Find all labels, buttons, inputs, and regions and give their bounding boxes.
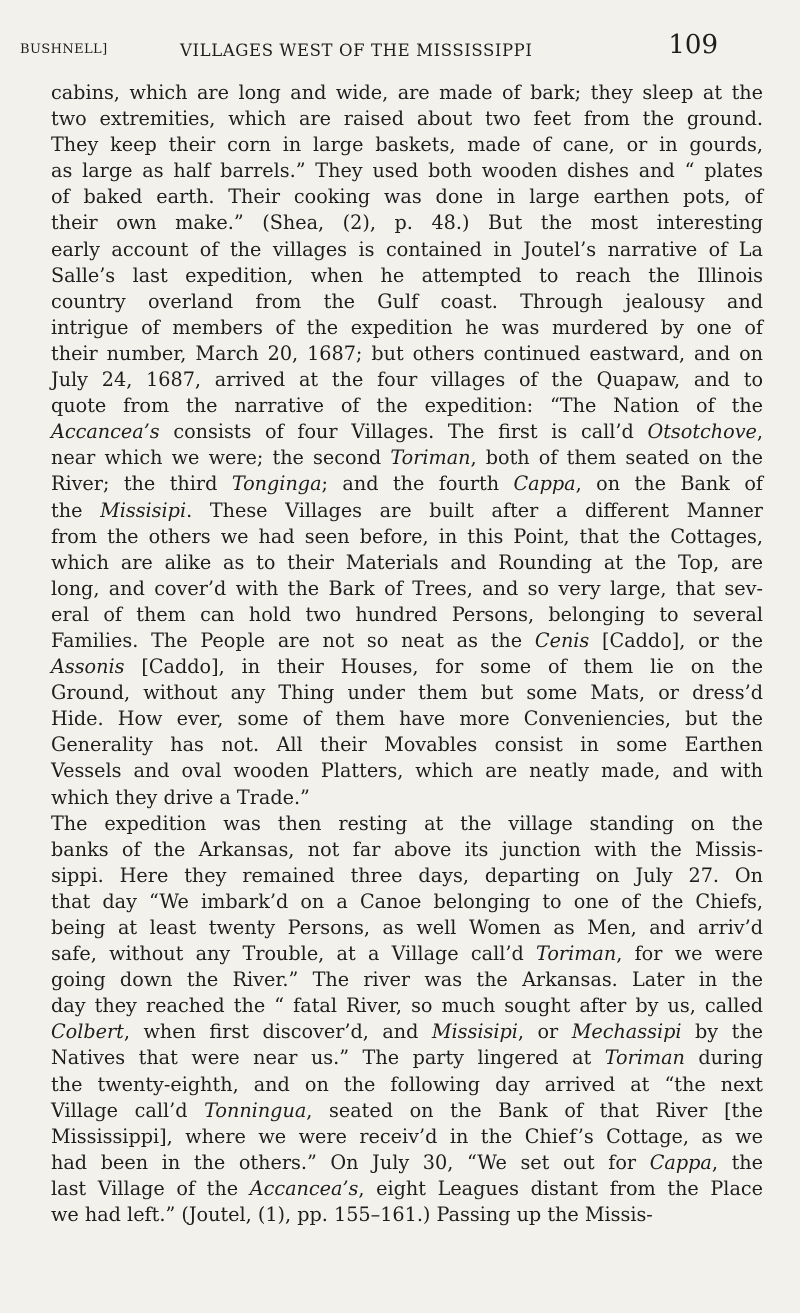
- text-line: two extremities, which are raised about two feet from the ground.: [51, 107, 763, 131]
- text-line: They keep their corn in large baskets, made of cane, or in gourds,: [51, 133, 763, 157]
- text-line: Colbert, when first discover’d, and Missisipi, or Mechassipi by the: [51, 1020, 763, 1044]
- text-line: intrigue of members of the expedition he was murdered by one of: [51, 315, 763, 339]
- text-line: country overland from the Gulf coast. Through jealousy and: [51, 289, 763, 313]
- text-line: The expedition was then resting at the village standing on the: [51, 811, 763, 835]
- text-line: which are alike as to their Materials and Rounding at the Top, are: [51, 550, 763, 574]
- text-line: cabins, which are long and wide, are made of bark; they sleep at the: [51, 81, 763, 104]
- body-text: [51, 80, 763, 1228]
- text-line: July 24, 1687, arrived at the four villages of the Quapaw, and to: [51, 368, 763, 392]
- text-line: Mississippi], where we were receiv’d in the Chief’s Cottage, as we: [51, 1124, 763, 1148]
- text-line: safe, without any Trouble, at a Village call’d Toriman, for we were: [51, 942, 764, 966]
- text-line: day they reached the “ fatal River, so much sought after by us, called: [51, 994, 763, 1018]
- text-line: going down the River.” The river was the Arkansas. Later in the: [51, 968, 763, 992]
- text-line: banks of the Arkansas, not far above its junction with the Missis-: [51, 837, 763, 861]
- text-line: the Missisipi. These Villages are built after a different Manner: [51, 498, 763, 522]
- text-line: Natives that were near us.” The party lingered at Toriman during: [51, 1046, 763, 1070]
- text-line: of baked earth. Their cooking was done in large earthen pots, of: [51, 185, 763, 209]
- text-line: the twenty-eighth, and on the following day arrived at “the next: [51, 1072, 763, 1096]
- page-number: 109: [668, 30, 718, 60]
- text-line: quote from the narrative of the expedition: “The Nation of the: [51, 394, 763, 418]
- text-line: we had left.” (Joutel, (1), pp. 155–161.) Passing up the Missis-: [51, 1203, 653, 1227]
- running-head-author: BUSHNELL]: [20, 42, 108, 57]
- running-header: [20, 30, 718, 66]
- text-line: which they drive a Trade.”: [51, 785, 310, 809]
- text-line: Hide. How ever, some of them have more Conveniencies, but the: [51, 707, 763, 731]
- text-line: Families. The People are not so neat as the Cenis [Caddo], or the: [51, 628, 763, 652]
- text-line: being at least twenty Persons, as well Women as Men, and arriv’d: [51, 916, 763, 939]
- text-line: near which we were; the second Toriman, both of them seated on the: [51, 446, 763, 470]
- text-line: that day “We imbark’d on a Canoe belonging to one of the Chiefs,: [51, 889, 763, 913]
- text-line: long, and cover’d with the Bark of Trees, and so very large, that sev-: [51, 576, 763, 600]
- text-line: Ground, without any Thing under them but some Mats, or dress’d: [51, 681, 763, 705]
- text-line: Salle’s last expedition, when he attempted to reach the Illinois: [51, 263, 763, 287]
- text-line: Assonis [Caddo], in their Houses, for some of them lie on the: [51, 655, 763, 679]
- text-line: sippi. Here they remained three days, departing on July 27. On: [51, 863, 763, 887]
- text-line: Generality has not. All their Movables consist in some Earthen: [51, 733, 763, 757]
- running-head-title: VILLAGES WEST OF THE MISSISSIPPI: [180, 41, 533, 60]
- text-line: eral of them can hold two hundred Persons, belonging to several: [51, 602, 763, 626]
- text-line: early account of the villages is contained in Joutel’s narrative of La: [51, 237, 763, 261]
- text-line: their number, March 20, 1687; but others continued eastward, and on: [51, 341, 763, 365]
- text-line: from the others we had seen before, in this Point, that the Cottages,: [51, 524, 763, 548]
- text-line: had been in the others.” On July 30, “We set out for Cappa, the: [51, 1150, 764, 1174]
- text-line: their own make.” (Shea, (2), p. 48.) But the most interesting: [51, 211, 763, 235]
- text-line: as large as half barrels.” They used both wooden dishes and “ plates: [51, 159, 763, 183]
- text-line: Village call’d Tonningua, seated on the Bank of that River [the: [51, 1098, 763, 1122]
- text-line: Accancea’s consists of four Villages. The first is call’d Otsotchove,: [51, 420, 763, 444]
- text-line: last Village of the Accancea’s, eight Leagues distant from the Place: [51, 1176, 763, 1200]
- text-line: Vessels and oval wooden Platters, which are neatly made, and with: [51, 759, 763, 783]
- text-line: River; the third Tonginga; and the fourth Cappa, on the Bank of: [51, 472, 763, 496]
